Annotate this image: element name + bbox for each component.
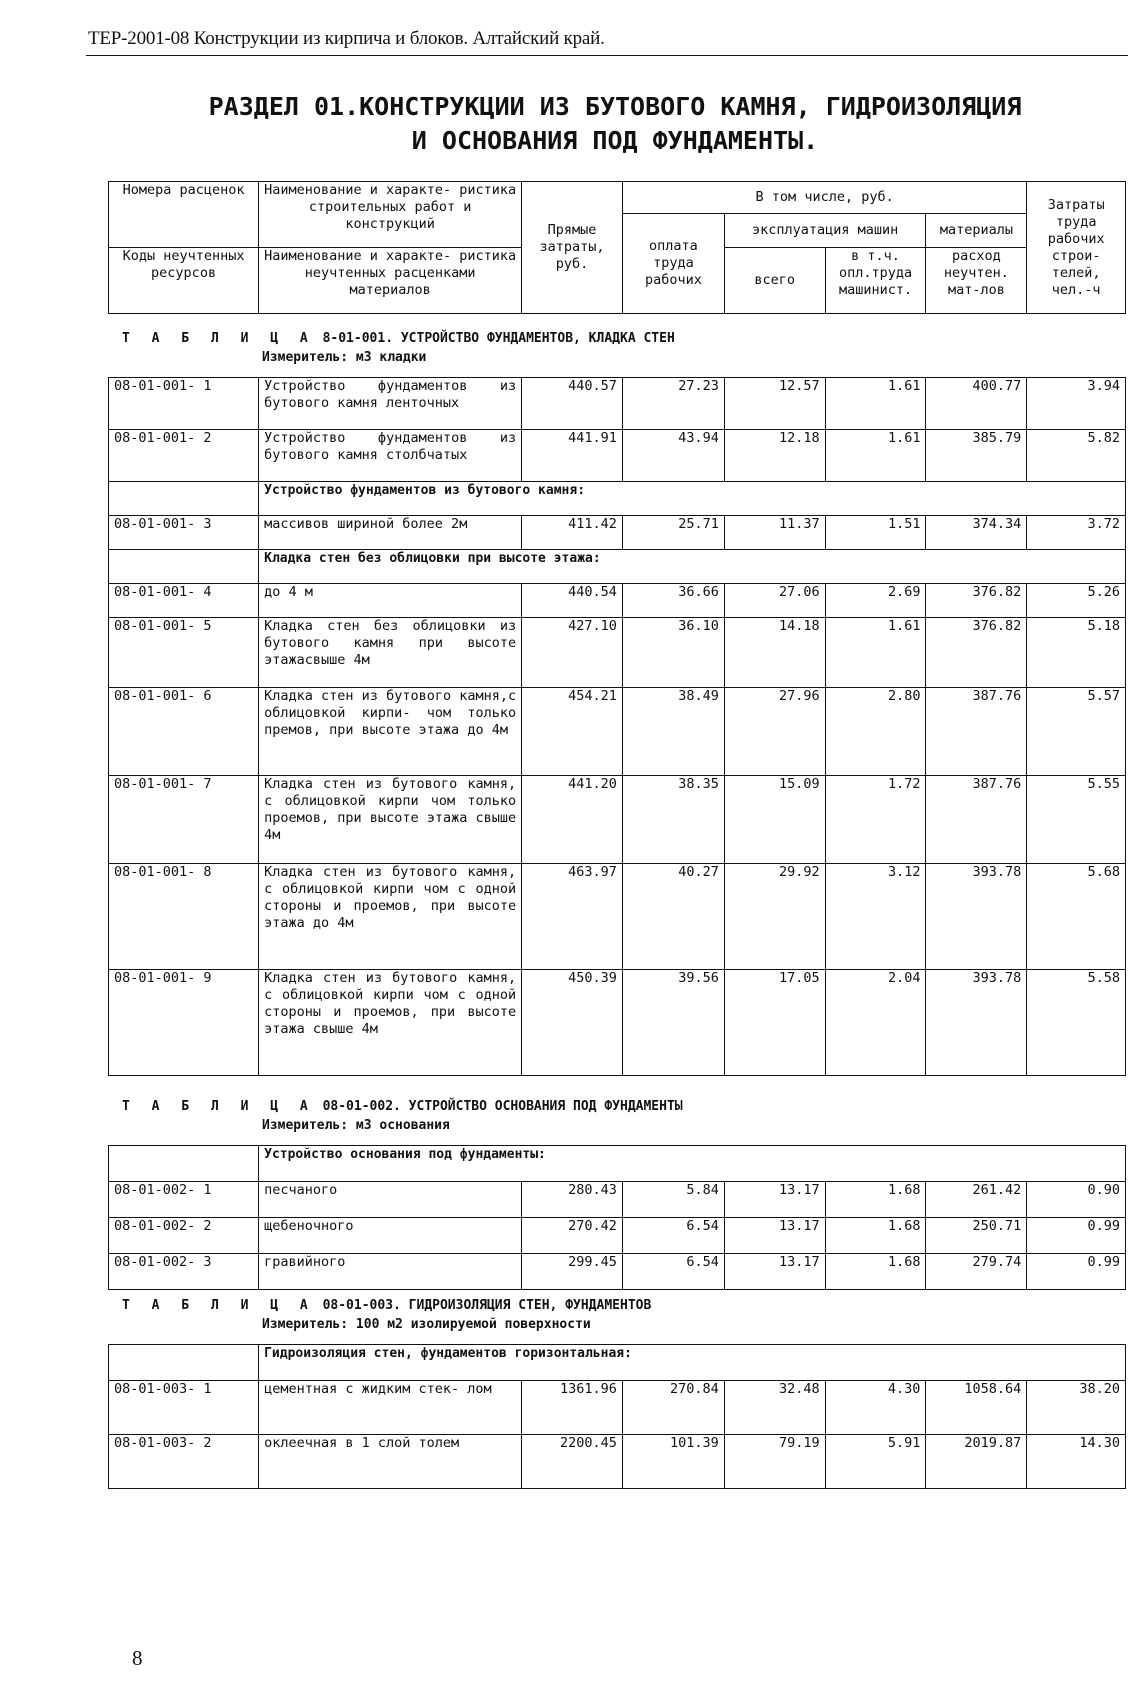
direct-cost: 441.20	[522, 776, 623, 864]
running-header: ТЕР-2001-08 Конструкции из кирпича и блоков. Алтайский край.	[88, 28, 605, 49]
machine-cost: 13.17	[724, 1182, 825, 1218]
direct-cost: 440.54	[522, 584, 623, 618]
rate-code: 08-01-001- 1	[109, 378, 259, 430]
labor-pay: 36.10	[622, 618, 724, 688]
materials-cost: 250.71	[926, 1218, 1027, 1254]
labor-hours: 3.94	[1027, 378, 1126, 430]
col-machines-total: всего	[724, 248, 825, 314]
subheading: Устройство основания под фундаменты:	[259, 1146, 1126, 1182]
machinist-pay: 5.91	[825, 1435, 926, 1489]
col-materials-sub: расход неучтен. мат-лов	[926, 248, 1027, 314]
machinist-pay: 1.61	[825, 430, 926, 482]
empty-cell	[109, 1345, 259, 1381]
table-row	[109, 378, 1126, 430]
col-labor-pay: оплата труда рабочих	[622, 214, 724, 314]
machine-cost: 32.48	[724, 1381, 825, 1435]
table-1-unit: Измеритель: м3 кладки	[262, 350, 427, 365]
machinist-pay: 1.68	[825, 1218, 926, 1254]
col-codes-bottom: Коды неучтенных ресурсов	[109, 248, 259, 314]
rate-code: 08-01-001- 7	[109, 776, 259, 864]
rate-code: 08-01-002- 1	[109, 1182, 259, 1218]
table-2-title: 08-01-002. УСТРОЙСТВО ОСНОВАНИЯ ПОД ФУНДАМЕНТЫ	[322, 1099, 683, 1114]
table-1-label: Т А Б Л И Ц А	[122, 331, 315, 346]
machine-cost: 27.06	[724, 584, 825, 618]
materials-cost: 279.74	[926, 1254, 1027, 1290]
subheading-row	[109, 482, 1126, 516]
machine-cost: 17.05	[724, 970, 825, 1076]
machinist-pay: 1.61	[825, 378, 926, 430]
labor-pay: 27.23	[622, 378, 724, 430]
table-2-caption	[122, 1099, 683, 1114]
materials-cost: 2019.87	[926, 1435, 1027, 1489]
rate-name: Кладка стен без облицовки из бутового камня при высоте этажасвыше 4м	[259, 618, 522, 688]
col-machines: эксплуатация машин	[724, 214, 926, 248]
table-row	[109, 430, 1126, 482]
direct-cost: 463.97	[522, 864, 623, 970]
rate-name: Устройство фундаментов из бутового камня столбчатых	[259, 430, 522, 482]
materials-cost: 387.76	[926, 776, 1027, 864]
machine-cost: 13.17	[724, 1218, 825, 1254]
table-row	[109, 584, 1126, 618]
table-3-label: Т А Б Л И Ц А	[122, 1298, 315, 1313]
rate-name: до 4 м	[259, 584, 522, 618]
machine-cost: 12.18	[724, 430, 825, 482]
empty-cell	[109, 1146, 259, 1182]
machinist-pay: 1.72	[825, 776, 926, 864]
materials-cost: 385.79	[926, 430, 1027, 482]
col-name-bottom: Наименование и характе- ристика неучтенных расценками материалов	[259, 248, 522, 314]
rate-name: песчаного	[259, 1182, 522, 1218]
materials-cost: 400.77	[926, 378, 1027, 430]
subheading-row	[109, 550, 1126, 584]
rate-code: 08-01-001- 5	[109, 618, 259, 688]
rate-code: 08-01-001- 2	[109, 430, 259, 482]
materials-cost: 374.34	[926, 516, 1027, 550]
rate-code: 08-01-002- 3	[109, 1254, 259, 1290]
labor-hours: 5.57	[1027, 688, 1126, 776]
rate-name: гравийного	[259, 1254, 522, 1290]
col-name-top: Наименование и характе- ристика строительных работ и конструкций	[259, 182, 522, 248]
labor-hours: 5.18	[1027, 618, 1126, 688]
materials-cost: 1058.64	[926, 1381, 1027, 1435]
col-machines-incl: в т.ч. опл.труда машинист.	[825, 248, 926, 314]
machine-cost: 11.37	[724, 516, 825, 550]
machine-cost: 29.92	[724, 864, 825, 970]
labor-hours: 5.68	[1027, 864, 1126, 970]
labor-pay: 36.66	[622, 584, 724, 618]
page-number: 8	[132, 1646, 143, 1670]
col-labor: Затраты труда рабочих строи- телей, чел.-ч	[1027, 182, 1126, 314]
machine-cost: 14.18	[724, 618, 825, 688]
direct-cost: 454.21	[522, 688, 623, 776]
rate-name: цементная с жидким стек- лом	[259, 1381, 522, 1435]
machine-cost: 13.17	[724, 1254, 825, 1290]
rate-name: Кладка стен из бутового камня,с облицовкой кирпи- чом только премов, при высоте этажа до 4м	[259, 688, 522, 776]
table-3	[108, 1344, 1126, 1489]
table-3-title: 08-01-003. ГИДРОИЗОЛЯЦИЯ СТЕН, ФУНДАМЕНТОВ	[322, 1298, 652, 1313]
materials-cost: 393.78	[926, 864, 1027, 970]
labor-pay: 6.54	[622, 1218, 724, 1254]
labor-hours: 0.99	[1027, 1218, 1126, 1254]
machinist-pay: 1.61	[825, 618, 926, 688]
labor-pay: 25.71	[622, 516, 724, 550]
machine-cost: 27.96	[724, 688, 825, 776]
direct-cost: 2200.45	[522, 1435, 623, 1489]
machinist-pay: 4.30	[825, 1381, 926, 1435]
materials-cost: 376.82	[926, 618, 1027, 688]
section-title-line-2: И ОСНОВАНИЯ ПОД ФУНДАМЕНТЫ.	[411, 126, 819, 155]
table-row	[109, 864, 1126, 970]
materials-cost: 261.42	[926, 1182, 1027, 1218]
table-1-title: 8-01-001. УСТРОЙСТВО ФУНДАМЕНТОВ, КЛАДКА СТЕН	[322, 331, 675, 346]
direct-cost: 450.39	[522, 970, 623, 1076]
rate-code: 08-01-001- 9	[109, 970, 259, 1076]
labor-hours: 5.82	[1027, 430, 1126, 482]
labor-hours: 0.90	[1027, 1182, 1126, 1218]
header-rule	[86, 55, 1128, 56]
machinist-pay: 1.51	[825, 516, 926, 550]
labor-pay: 6.54	[622, 1254, 724, 1290]
rate-code: 08-01-003- 2	[109, 1435, 259, 1489]
materials-cost: 393.78	[926, 970, 1027, 1076]
table-row	[109, 1254, 1126, 1290]
machinist-pay: 1.68	[825, 1182, 926, 1218]
labor-pay: 40.27	[622, 864, 724, 970]
direct-cost: 440.57	[522, 378, 623, 430]
rate-code: 08-01-001- 6	[109, 688, 259, 776]
machinist-pay: 1.68	[825, 1254, 926, 1290]
subheading-row	[109, 1146, 1126, 1182]
direct-cost: 427.10	[522, 618, 623, 688]
rate-code: 08-01-003- 1	[109, 1381, 259, 1435]
col-materials: материалы	[926, 214, 1027, 248]
table-row	[109, 1182, 1126, 1218]
machine-cost: 79.19	[724, 1435, 825, 1489]
rate-name: Кладка стен из бутового камня, с облицовкой кирпи чом с одной стороны и проемов, при высоте этажа свыше 4м	[259, 970, 522, 1076]
table-1	[108, 377, 1126, 1076]
labor-pay: 270.84	[622, 1381, 724, 1435]
empty-cell	[109, 482, 259, 516]
table-2	[108, 1145, 1126, 1290]
table-row	[109, 776, 1126, 864]
rate-name: щебеночного	[259, 1218, 522, 1254]
rate-name: Кладка стен из бутового камня, с облицовкой кирпи чом только проемов, при высоте этажа свыше 4м	[259, 776, 522, 864]
labor-hours: 14.30	[1027, 1435, 1126, 1489]
column-header-table	[108, 181, 1126, 314]
rate-name: оклеечная в 1 слой толем	[259, 1435, 522, 1489]
direct-cost: 280.43	[522, 1182, 623, 1218]
subheading: Устройство фундаментов из бутового камня:	[259, 482, 1126, 516]
direct-cost: 299.45	[522, 1254, 623, 1290]
rate-code: 08-01-001- 8	[109, 864, 259, 970]
table-1-caption	[122, 331, 675, 346]
machinist-pay: 2.80	[825, 688, 926, 776]
table-row	[109, 516, 1126, 550]
table-2-unit: Измеритель: м3 основания	[262, 1118, 450, 1133]
materials-cost: 387.76	[926, 688, 1027, 776]
rate-code: 08-01-001- 4	[109, 584, 259, 618]
subheading-row	[109, 1345, 1126, 1381]
labor-hours: 5.26	[1027, 584, 1126, 618]
machine-cost: 15.09	[724, 776, 825, 864]
labor-hours: 3.72	[1027, 516, 1126, 550]
col-codes-top: Номера расценок	[109, 182, 259, 248]
direct-cost: 270.42	[522, 1218, 623, 1254]
labor-pay: 5.84	[622, 1182, 724, 1218]
table-row	[109, 688, 1126, 776]
empty-cell	[109, 550, 259, 584]
col-direct: Прямые затраты, руб.	[522, 182, 623, 314]
materials-cost: 376.82	[926, 584, 1027, 618]
table-row	[109, 1381, 1126, 1435]
machinist-pay: 3.12	[825, 864, 926, 970]
section-title-line-1: РАЗДЕЛ 01.КОНСТРУКЦИИ ИЗ БУТОВОГО КАМНЯ, ГИДРОИЗОЛЯЦИЯ	[208, 92, 1022, 121]
col-incl: В том числе, руб.	[622, 182, 1026, 214]
labor-hours: 5.55	[1027, 776, 1126, 864]
rate-name: Кладка стен из бутового камня, с облицовкой кирпи чом с одной стороны и проемов, при высоте этажа до 4м	[259, 864, 522, 970]
table-row	[109, 618, 1126, 688]
table-row	[109, 970, 1126, 1076]
machinist-pay: 2.04	[825, 970, 926, 1076]
labor-pay: 38.49	[622, 688, 724, 776]
rate-name: Устройство фундаментов из бутового камня ленточных	[259, 378, 522, 430]
subheading: Гидроизоляция стен, фундаментов горизонтальная:	[259, 1345, 1126, 1381]
section-title	[110, 90, 1120, 158]
labor-pay: 43.94	[622, 430, 724, 482]
table-2-label: Т А Б Л И Ц А	[122, 1099, 315, 1114]
table-row	[109, 1218, 1126, 1254]
direct-cost: 1361.96	[522, 1381, 623, 1435]
table-3-caption	[122, 1298, 651, 1313]
labor-pay: 101.39	[622, 1435, 724, 1489]
labor-pay: 39.56	[622, 970, 724, 1076]
labor-hours: 38.20	[1027, 1381, 1126, 1435]
table-3-unit: Измеритель: 100 м2 изолируемой поверхности	[262, 1317, 591, 1332]
direct-cost: 411.42	[522, 516, 623, 550]
subheading: Кладка стен без облицовки при высоте этажа:	[259, 550, 1126, 584]
labor-hours: 0.99	[1027, 1254, 1126, 1290]
machine-cost: 12.57	[724, 378, 825, 430]
direct-cost: 441.91	[522, 430, 623, 482]
rate-name: массивов шириной более 2м	[259, 516, 522, 550]
rate-code: 08-01-002- 2	[109, 1218, 259, 1254]
rate-code: 08-01-001- 3	[109, 516, 259, 550]
table-row	[109, 1435, 1126, 1489]
machinist-pay: 2.69	[825, 584, 926, 618]
labor-pay: 38.35	[622, 776, 724, 864]
labor-hours: 5.58	[1027, 970, 1126, 1076]
